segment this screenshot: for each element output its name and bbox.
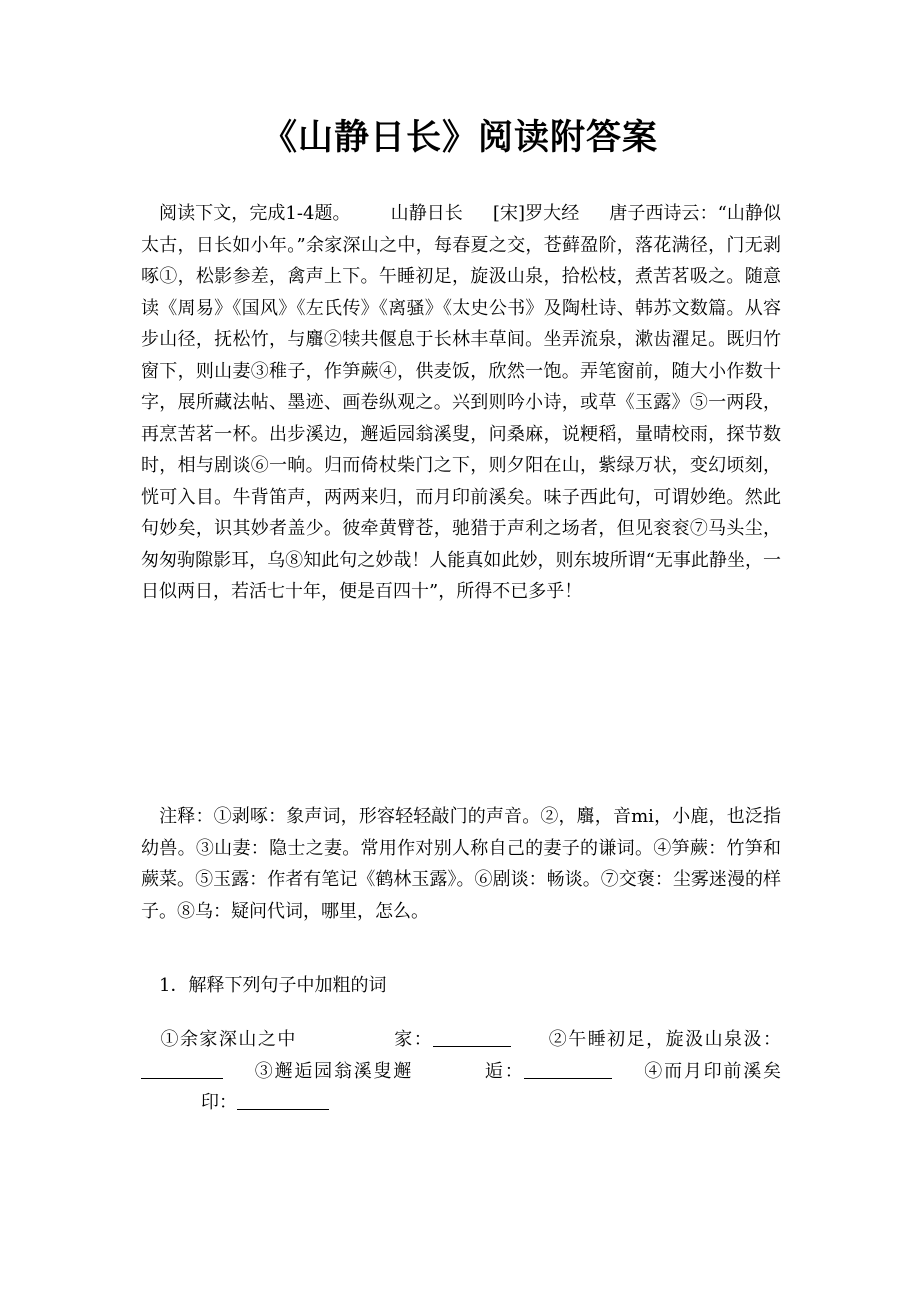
annotations-text: 注释：①剥啄：象声词，形容轻轻敲门的声音。②，麛，音mi，小鹿，也泛指幼兽。③山妻：隐士之妻。常用作对别人称自己的妻子的谦词。④笋蕨：竹笋和蕨菜。⑤玉露：作者有笔记《鹤林玉露》。⑥剧谈：畅谈。⑦交褒：尘雾迷漫的样子。⑧乌：疑问代词，哪里，怎么。 xyxy=(141,806,781,922)
q1-item-word: 逅： xyxy=(483,1060,525,1082)
passage-author: [宋]罗大经 xyxy=(492,203,580,224)
answer-blank[interactable] xyxy=(237,1091,329,1110)
q1-item-sentence: ④而月印前溪矣 xyxy=(642,1060,782,1082)
q1-item-sentence: ①余家深山之中 xyxy=(159,1029,297,1050)
annotations-paragraph xyxy=(141,801,781,927)
q1-item-sentence: ③邂逅园翁溪叟邂 xyxy=(253,1060,414,1082)
q1-item-word: 家： xyxy=(392,1029,434,1050)
q1-item-word: 汲： xyxy=(743,1029,782,1050)
reading-instruction: 阅读下文，完成1-4题。 xyxy=(159,203,351,224)
q1-item-word: 印： xyxy=(201,1092,237,1113)
passage-text: 唐子西诗云：“山静似太古，日长如小年。”余家深山之中，每春夏之交，苍藓盈阶，落花满径，门无剥啄①，松影参差，禽声上下。午睡初足，旋汲山泉，拾松枝，煮苦茗吸之。随意读《周易》《国风》《左氏传》《离骚》《太史公书》及陶杜诗、韩苏文数篇。从容步山径，抚松竹，与麛②犊共偃息于长林丰草间。坐弄流泉，漱齿濯足。既归竹窗下，则山妻③稚子，作笋蕨④，供麦饭，欣然一饱。弄笔窗前，随大小作数十字，展所藏法帖、墨迹、画卷纵观之。兴到则吟小诗，或草《玉露》⑤一两段，再烹苦茗一杯。出步溪边，邂逅园翁溪叟，问桑麻，说粳稻，量晴校雨，探节数时，相与剧谈⑥一晌。归而倚杖柴门之下，则夕阳在山，紫绿万状，变幻顷刻，恍可入目。牛背笛声，两两来归，而月印前溪矣。味子西此句，可谓妙绝。然此句妙矣，识其妙者盖少。彼牵黄臂苍，驰猎于声利之场者，但见衮衮⑦马头尘，匆匆驹隙影耳，乌⑧知此句之妙哉！人能真如此妙，则东坡所谓“无事此静坐，一日似两日，若活七十年，便是百四十”，所得不已多乎！ xyxy=(141,203,781,602)
question-1-items xyxy=(141,1024,781,1119)
question-1-prompt xyxy=(141,970,781,1002)
document-title: 《山静日长》阅读附答案 xyxy=(261,118,658,158)
answer-blank[interactable] xyxy=(433,1028,511,1047)
passage-paragraph xyxy=(141,198,781,608)
answer-blank[interactable] xyxy=(141,1060,223,1079)
q1-item-sentence: ②午睡初足，旋汲山泉 xyxy=(547,1029,744,1050)
question-1-text: 1．解释下列句子中加粗的词 xyxy=(159,975,387,996)
answer-blank[interactable] xyxy=(524,1060,612,1079)
passage-title: 山静日长 xyxy=(390,203,463,224)
